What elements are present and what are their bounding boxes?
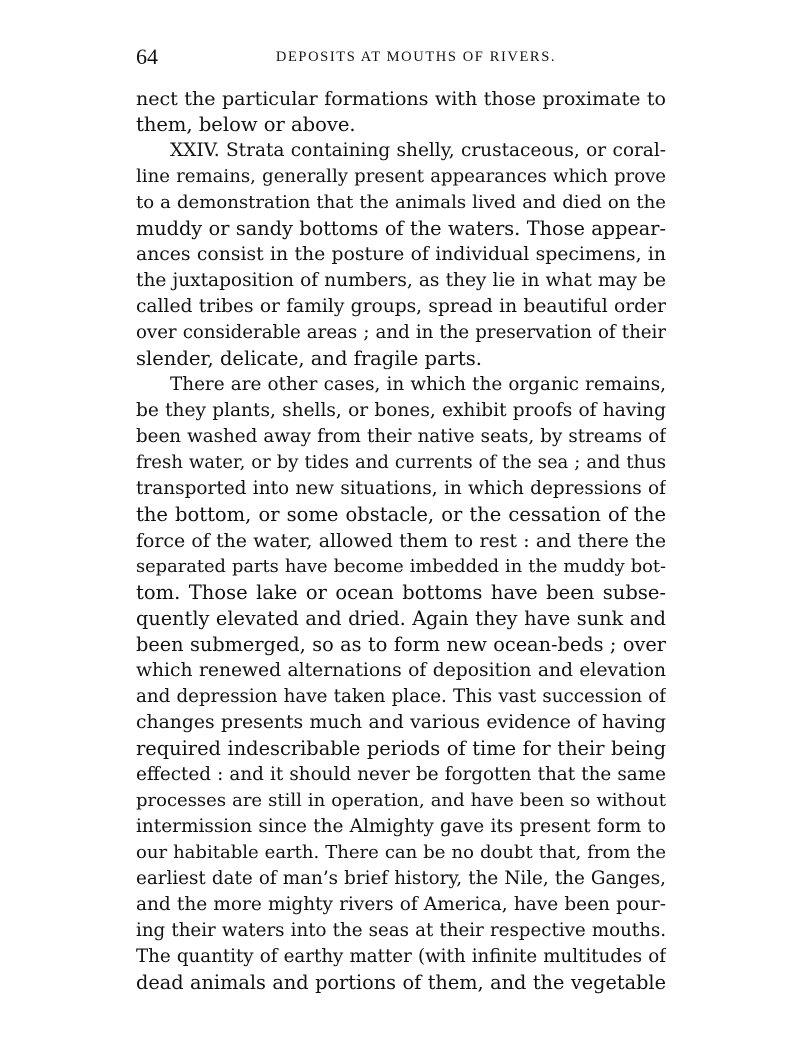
text-line: separated parts have become imbedded in the muddy bot- [136,556,666,577]
text-line: processes are still in operation, and have been so without [136,790,666,811]
text-line: our habitable earth. There can be no doubt that, from the [136,842,666,863]
text-line: ing their waters into the seas at their respective mouths. [136,920,666,941]
text-line: XXIV. Strata containing shelly, crustaceous, or coral- [170,140,666,161]
text-line: transported into new situations, in which depressions of [136,478,666,499]
text-line: quently elevated and dried. Again they have sunk and [136,607,666,630]
text-line: and depression have taken place. This vast succession of [136,686,666,707]
page-number: 64 [136,44,158,69]
text-line: them, below or above. [136,113,356,136]
text-line: the bottom, or some obstacle, or the cessation of the [136,503,666,526]
text-line: called tribes or family groups, spread in beautiful order [136,296,666,317]
running-head [136,44,666,72]
text-line: slender, delicate, and fragile parts. [136,347,482,370]
running-title: DEPOSITS AT MOUTHS OF RIVERS. [275,49,557,65]
text-line: muddy or sandy bottoms of the waters. Those appear- [136,217,666,240]
text-line: ances consist in the posture of individual specimens, in [136,244,666,265]
text-line: and the more mighty rivers of America, have been pour- [136,894,666,915]
text-line: effected : and it should never be forgotten that the same [136,764,666,785]
text-line: to a demonstration that the animals lived and died on the [136,192,666,213]
body-text [136,86,666,996]
text-line: intermission since the Almighty gave its present form to [136,816,666,837]
text-line: changes presents much and various evidence of having [136,712,666,733]
text-line: force of the water, allowed them to rest : and there the [136,530,666,552]
text-line: which renewed alternations of deposition and elevation [136,660,666,681]
text-line: been submerged, so as to form new ocean-beds ; over [136,633,666,656]
text-line: line remains, generally present appearances which prove [136,166,666,187]
text-line: nect the particular formations with those proximate to [136,88,666,110]
text-line: The quantity of earthy matter (with infinite multitudes of [136,946,666,967]
text-line: the juxtaposition of numbers, as they lie in what may be [136,270,666,291]
text-line: be they plants, shells, or bones, exhibit proofs of having [136,400,666,421]
text-line: required indescribable periods of time for their being [136,737,666,760]
text-line: dead animals and portions of them, and the vegetable [136,971,666,994]
text-line: There are other cases, in which the organic remains, [170,374,666,395]
text-line: tom. Those lake or ocean bottoms have been subse- [136,581,666,604]
text-line: over considerable areas ; and in the preservation of their [136,322,666,343]
text-line: been washed away from their native seats, by streams of [136,426,666,447]
text-line: earliest date of man’s brief history, the Nile, the Ganges, [136,868,666,889]
text-line: fresh water, or by tides and currents of the sea ; and thus [136,452,666,473]
